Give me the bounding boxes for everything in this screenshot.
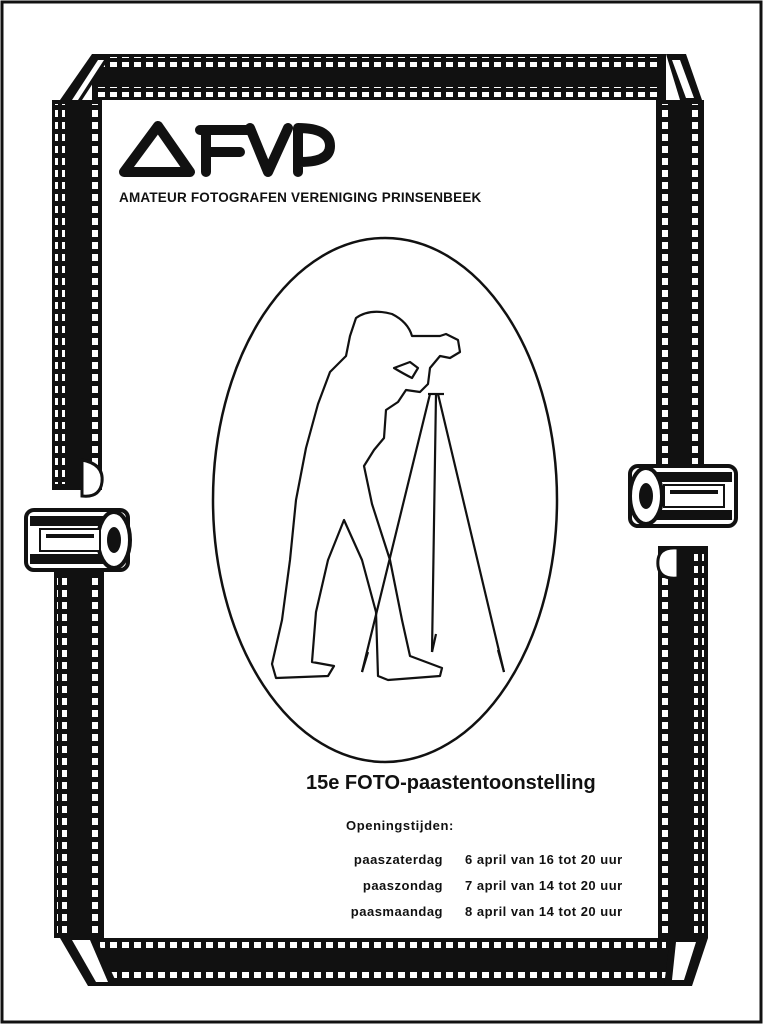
organization-name: AMATEUR FOTOGRAFEN VERENIGING PRINSENBEEK (119, 190, 482, 205)
schedule-date: 7 april van 14 tot 20 uur (465, 877, 623, 893)
film-strip-bottom (60, 938, 708, 986)
oval-frame (213, 238, 557, 762)
schedule-date: 8 april van 14 tot 20 uur (465, 903, 623, 919)
afvp-logo-icon (124, 126, 330, 172)
film-strip-right-lower (658, 546, 708, 938)
film-strip-left-upper (52, 100, 102, 496)
schedule-date: 6 april van 16 tot 20 uur (465, 851, 623, 867)
photographer-with-tripod-icon (272, 312, 504, 680)
schedule-row (320, 898, 645, 924)
schedule-day: paasmaandag (350, 903, 443, 919)
film-strip-top (60, 54, 702, 100)
film-canister-left-icon (26, 510, 130, 570)
schedule-day: paaszaterdag (353, 851, 443, 867)
schedule-list (320, 846, 645, 924)
film-strip-right-upper (656, 100, 704, 468)
schedule-row (320, 846, 645, 872)
exhibition-title: 15e FOTO-paastentoonstelling (306, 772, 596, 794)
opening-hours-label: Openingstijden: (346, 818, 454, 833)
schedule-day: paaszondag (362, 877, 443, 893)
film-canister-right-icon (630, 466, 736, 526)
schedule-row (320, 872, 645, 898)
film-strip-left-lower (54, 570, 104, 938)
